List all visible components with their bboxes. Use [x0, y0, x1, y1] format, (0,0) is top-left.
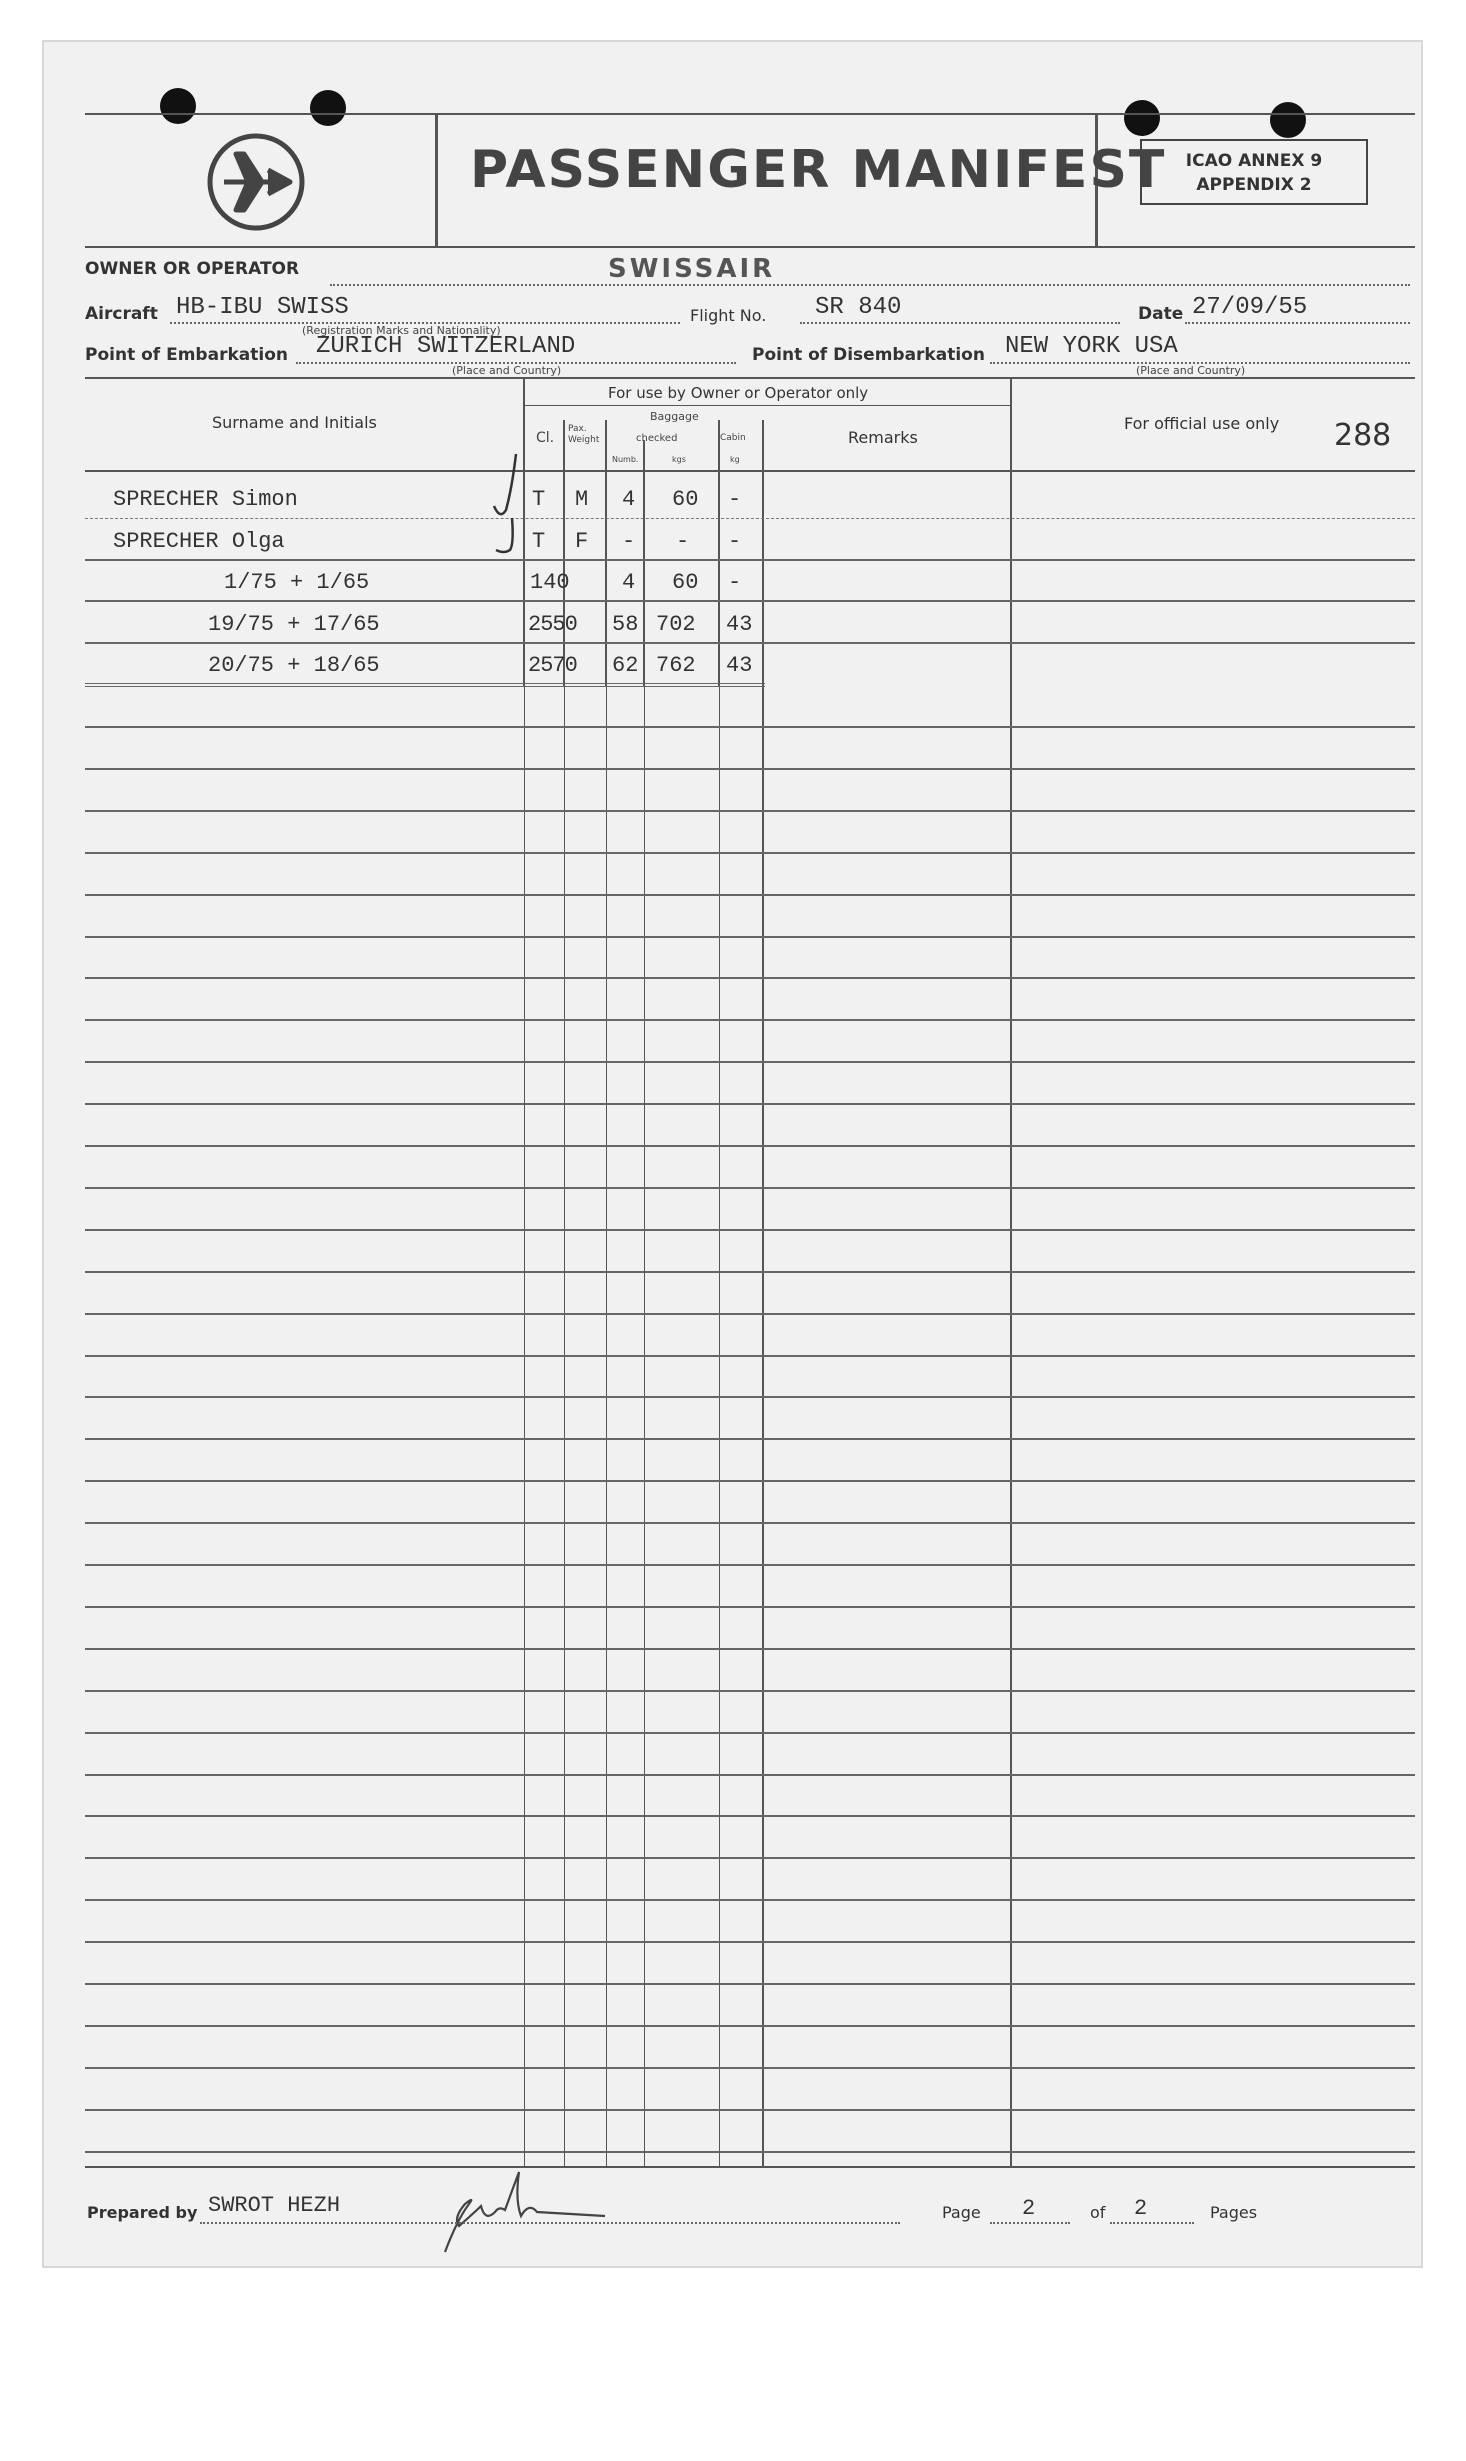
punch-hole	[160, 88, 196, 124]
baggage-count: 62	[612, 653, 639, 678]
disembarkation-place-note: (Place and Country)	[1136, 364, 1246, 377]
blank-row-rule	[85, 2151, 1415, 2153]
table-end-rule	[85, 683, 765, 687]
date-line	[1185, 322, 1410, 324]
count-summary: 1/75 + 1/65	[224, 570, 370, 595]
cabin-kg: 43	[726, 653, 753, 678]
blank-row-rule	[85, 1648, 1415, 1650]
signature-icon	[435, 2160, 615, 2260]
blank-row-rule	[85, 1690, 1415, 1692]
baggage-kgs: 60	[672, 487, 699, 512]
date-value: 27/09/55	[1192, 294, 1308, 321]
blank-row-rule	[85, 726, 1415, 728]
punch-hole	[1124, 100, 1160, 136]
page-title: PASSENGER MANIFEST	[470, 140, 1167, 200]
of-label: of	[1090, 2203, 1106, 2222]
cabin-kg: -	[728, 487, 742, 512]
baggage-count: -	[622, 529, 636, 554]
blank-row-rule	[85, 2025, 1415, 2027]
passenger-name: SPRECHER Simon	[113, 487, 298, 512]
blank-row-rule	[85, 1941, 1415, 1943]
count-class-total: 2550	[528, 612, 577, 637]
blank-row-rule	[85, 1815, 1415, 1817]
column-divider	[564, 687, 565, 2167]
embarkation-place-note: (Place and Country)	[452, 364, 562, 377]
icao-annex: ICAO ANNEX 9	[1185, 151, 1323, 171]
table-top-rule	[85, 377, 1415, 379]
blank-row-rule	[85, 1271, 1415, 1273]
blank-row-rule	[85, 1019, 1415, 1021]
disembarkation-value: NEW YORK USA	[1005, 333, 1178, 360]
table-header-rule	[85, 470, 1415, 472]
column-divider	[644, 687, 645, 2167]
official-use-header: For official use only	[1124, 414, 1280, 433]
blank-row-rule	[85, 936, 1415, 938]
prepared-by-value: SWROT HEZH	[208, 2193, 341, 2218]
blank-row-rule	[85, 1187, 1415, 1189]
cabin-kg: -	[728, 529, 742, 554]
cabin-kg: 43	[726, 612, 753, 637]
flight-no-value: SR 840	[815, 294, 902, 321]
aircraft-value: HB-IBU SWISS	[176, 294, 349, 321]
passenger-name: SPRECHER Olga	[113, 529, 285, 554]
prepared-by-line	[200, 2222, 900, 2224]
baggage-count: 58	[612, 612, 639, 637]
blank-row-rule	[85, 2067, 1415, 2069]
column-divider	[719, 687, 720, 2167]
table-row-rule	[85, 642, 1415, 644]
aircraft-label: Aircraft	[85, 304, 158, 324]
numb-header: Numb.	[612, 455, 639, 464]
checked-header: checked	[636, 433, 678, 444]
baggage-kgs: 762	[656, 653, 696, 678]
blank-row-rule	[85, 2109, 1415, 2111]
page-total-line	[1110, 2222, 1194, 2224]
page-number: 2	[1022, 2196, 1036, 2221]
embarkation-value: ZURICH SWITZERLAND	[316, 333, 576, 360]
blank-row-rule	[85, 852, 1415, 854]
passenger-class: T	[532, 529, 546, 554]
kg-header: kg	[730, 455, 740, 464]
owner-use-header: For use by Owner or Operator only	[608, 384, 869, 402]
owner-label: OWNER OR OPERATOR	[85, 259, 300, 279]
blank-row-rule	[85, 1061, 1415, 1063]
official-number: 288	[1334, 418, 1392, 453]
remarks-header: Remarks	[848, 428, 918, 447]
icao-appendix: APPENDIX 2	[1196, 175, 1312, 195]
page-number-line	[990, 2222, 1070, 2224]
flight-no-label: Flight No.	[690, 306, 767, 325]
blank-row-rule	[85, 1564, 1415, 1566]
passenger-class: T	[532, 487, 546, 512]
page-label: Page	[942, 2203, 981, 2222]
blank-row-rule	[85, 1606, 1415, 1608]
registration-note: (Registration Marks and Nationality)	[302, 324, 501, 337]
column-divider	[718, 420, 720, 687]
table-row-rule	[85, 518, 1415, 519]
footer-rule	[85, 2166, 1415, 2168]
count-summary: 20/75 + 18/65	[208, 653, 380, 678]
blank-row-rule	[85, 1774, 1415, 1776]
blank-row-rule	[85, 1480, 1415, 1482]
baggage-kgs: 702	[656, 612, 696, 637]
blank-row-rule	[85, 1899, 1415, 1901]
kgs-header: kgs	[672, 455, 686, 464]
blank-row-rule	[85, 1396, 1415, 1398]
cabin-header: Cabin	[720, 433, 746, 443]
blank-row-rule	[85, 1857, 1415, 1859]
blank-row-rule	[85, 1355, 1415, 1357]
column-divider	[605, 420, 607, 687]
surname-header: Surname and Initials	[212, 413, 377, 432]
date-label: Date	[1138, 304, 1184, 324]
column-divider	[643, 440, 645, 687]
blank-row-rule	[85, 1983, 1415, 1985]
blank-row-rule	[85, 1732, 1415, 1734]
blank-row-rule	[85, 894, 1415, 896]
cabin-kg: -	[728, 570, 742, 595]
baggage-kgs: 60	[672, 570, 699, 595]
passenger-weight: F	[575, 529, 589, 554]
column-divider	[524, 687, 525, 2167]
blank-row-rule	[85, 810, 1415, 812]
embarkation-label: Point of Embarkation	[85, 345, 288, 365]
baggage-count: 4	[622, 570, 636, 595]
flight-no-line	[800, 322, 1120, 324]
icao-reference-box	[1140, 139, 1368, 205]
blank-row-rule	[85, 977, 1415, 979]
owner-use-rule	[525, 405, 1010, 406]
baggage-kgs: -	[676, 529, 690, 554]
blank-row-rule	[85, 1145, 1415, 1147]
baggage-header: Baggage	[650, 410, 699, 423]
count-class-total: 140	[530, 570, 570, 595]
owner-line	[330, 284, 1410, 286]
count-summary: 19/75 + 17/65	[208, 612, 380, 637]
blank-row-rule	[85, 1438, 1415, 1440]
page-total: 2	[1134, 2196, 1148, 2221]
table-row-rule	[85, 600, 1415, 602]
blank-row-rule	[85, 768, 1415, 770]
class-header: Cl.	[536, 430, 555, 446]
airplane-logo-icon	[206, 132, 306, 232]
operator-name: SWISSAIR	[608, 254, 776, 284]
column-divider	[563, 420, 565, 687]
column-divider	[606, 687, 607, 2167]
checkmark-icon	[490, 448, 530, 558]
pages-label: Pages	[1210, 2203, 1258, 2222]
blank-row-rule	[85, 1313, 1415, 1315]
disembarkation-label: Point of Disembarkation	[752, 345, 985, 365]
count-class-total: 2570	[528, 653, 577, 678]
prepared-by-label: Prepared by	[87, 2203, 198, 2222]
pax-weight-header: Pax. Weight	[568, 424, 600, 445]
table-row-rule	[85, 559, 1415, 561]
blank-row-rule	[85, 1103, 1415, 1105]
punch-hole	[1270, 102, 1306, 138]
punch-hole	[310, 90, 346, 126]
blank-row-rule	[85, 1229, 1415, 1231]
baggage-count: 4	[622, 487, 636, 512]
passenger-weight: M	[575, 487, 589, 512]
blank-row-rule	[85, 1522, 1415, 1524]
